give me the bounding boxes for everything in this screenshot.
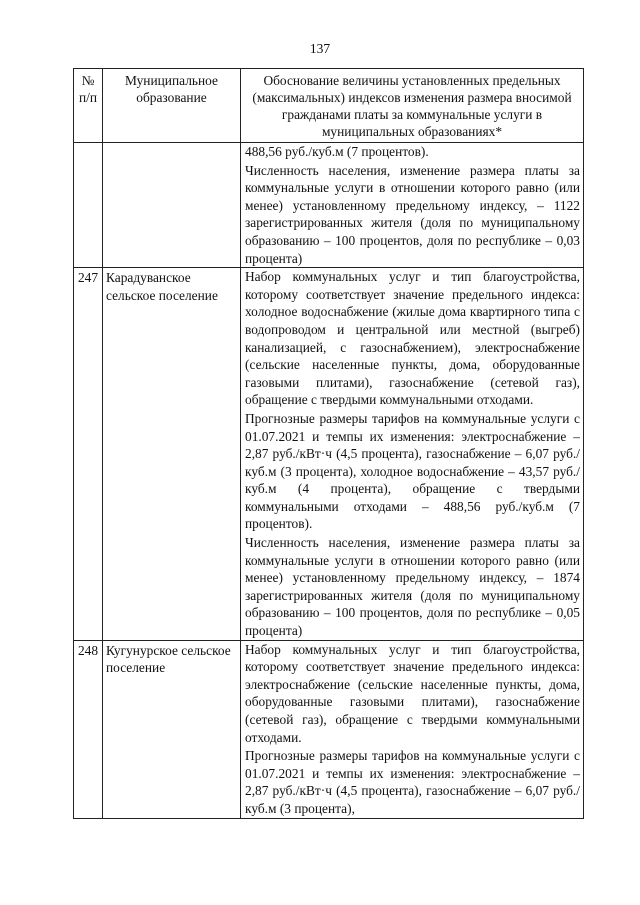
table-header-row: [74, 69, 584, 143]
justification-paragraph: 488,56 руб./куб.м (7 процентов).: [245, 144, 429, 159]
justification-paragraph: Набор коммунальных услуг и тип благоустройства, которому соответствует значение предельного индекса: электроснабжение (сельские населенные пункты, дома, оборудованные газовыми плитами), газоснабжение (сетевой газ), обращение с твердыми коммунальными отходами.: [245, 641, 580, 745]
row-municipality: [103, 143, 241, 268]
table-row: [74, 640, 584, 818]
row-municipality: Карадуванское сельское поселение: [103, 268, 241, 640]
page-number: 137: [309, 41, 331, 56]
justification-paragraph: Численность населения, изменение размера платы за коммунальные услуги в отношении которого равно (или менее) установленному предельному индексу, – 1874 зарегистрированных жителя (доля по муниципальному образованию – 100 процентов, доля по республике – 0,05 процента): [245, 535, 580, 639]
justification-paragraph: Численность населения, изменение размера платы за коммунальные услуги в отношении которого равно (или менее) установленному предельному индексу, – 1122 зарегистрированных жителя (доля по муниципальному образованию – 100 процентов, доля по республике – 0,03 процента): [245, 162, 580, 266]
row-number: [74, 143, 103, 268]
row-justification: [241, 143, 584, 268]
table-row: [74, 268, 584, 640]
row-municipality: Кугунурское сельское поселение: [103, 640, 241, 818]
header-number: № п/п: [74, 69, 103, 143]
justification-paragraph: Прогнозные размеры тарифов на коммунальные услуги с 01.07.2021 и темпы их изменения: электроснабжение – 2,87 руб./кВт·ч (4,5 процента), газоснабжение – 6,07 руб./куб.м (3 процента), холодное водоснабжение – 43,57 руб./куб.м (4 процента), обращение с твердыми коммунальными отходами – 488,56 руб./куб.м (7 процентов).: [245, 410, 580, 532]
tariff-table: [73, 68, 584, 819]
row-justification: [241, 268, 584, 640]
header-municipality: Муниципальное образование: [103, 69, 241, 143]
justification-paragraph: Прогнозные размеры тарифов на коммунальные услуги с 01.07.2021 и темпы их изменения: электроснабжение – 2,87 руб./кВт·ч (4,5 процента), газоснабжение – 6,07 руб./куб.м (3 процента),: [245, 748, 580, 816]
header-justification: Обоснование величины установленных предельных (максимальных) индексов изменения размера вносимой гражданами платы за коммунальные услуги в муниципальных образованиях*: [241, 69, 584, 143]
row-number: 247: [74, 268, 103, 640]
table-row: [74, 143, 584, 268]
justification-paragraph: Набор коммунальных услуг и тип благоустройства, которому соответствует значение предельного индекса: холодное водоснабжение (жилые дома квартирного типа с водопроводом и центральной или местной (выгреб) канализацией, с газоснабжением), электроснабжение (сельские населенные пункты, дома, оборудованные газовыми плитами), газоснабжение (сетевой газ), обращение с твердыми коммунальными отходами.: [245, 269, 580, 408]
row-number: 248: [74, 640, 103, 818]
row-justification: [241, 640, 584, 818]
